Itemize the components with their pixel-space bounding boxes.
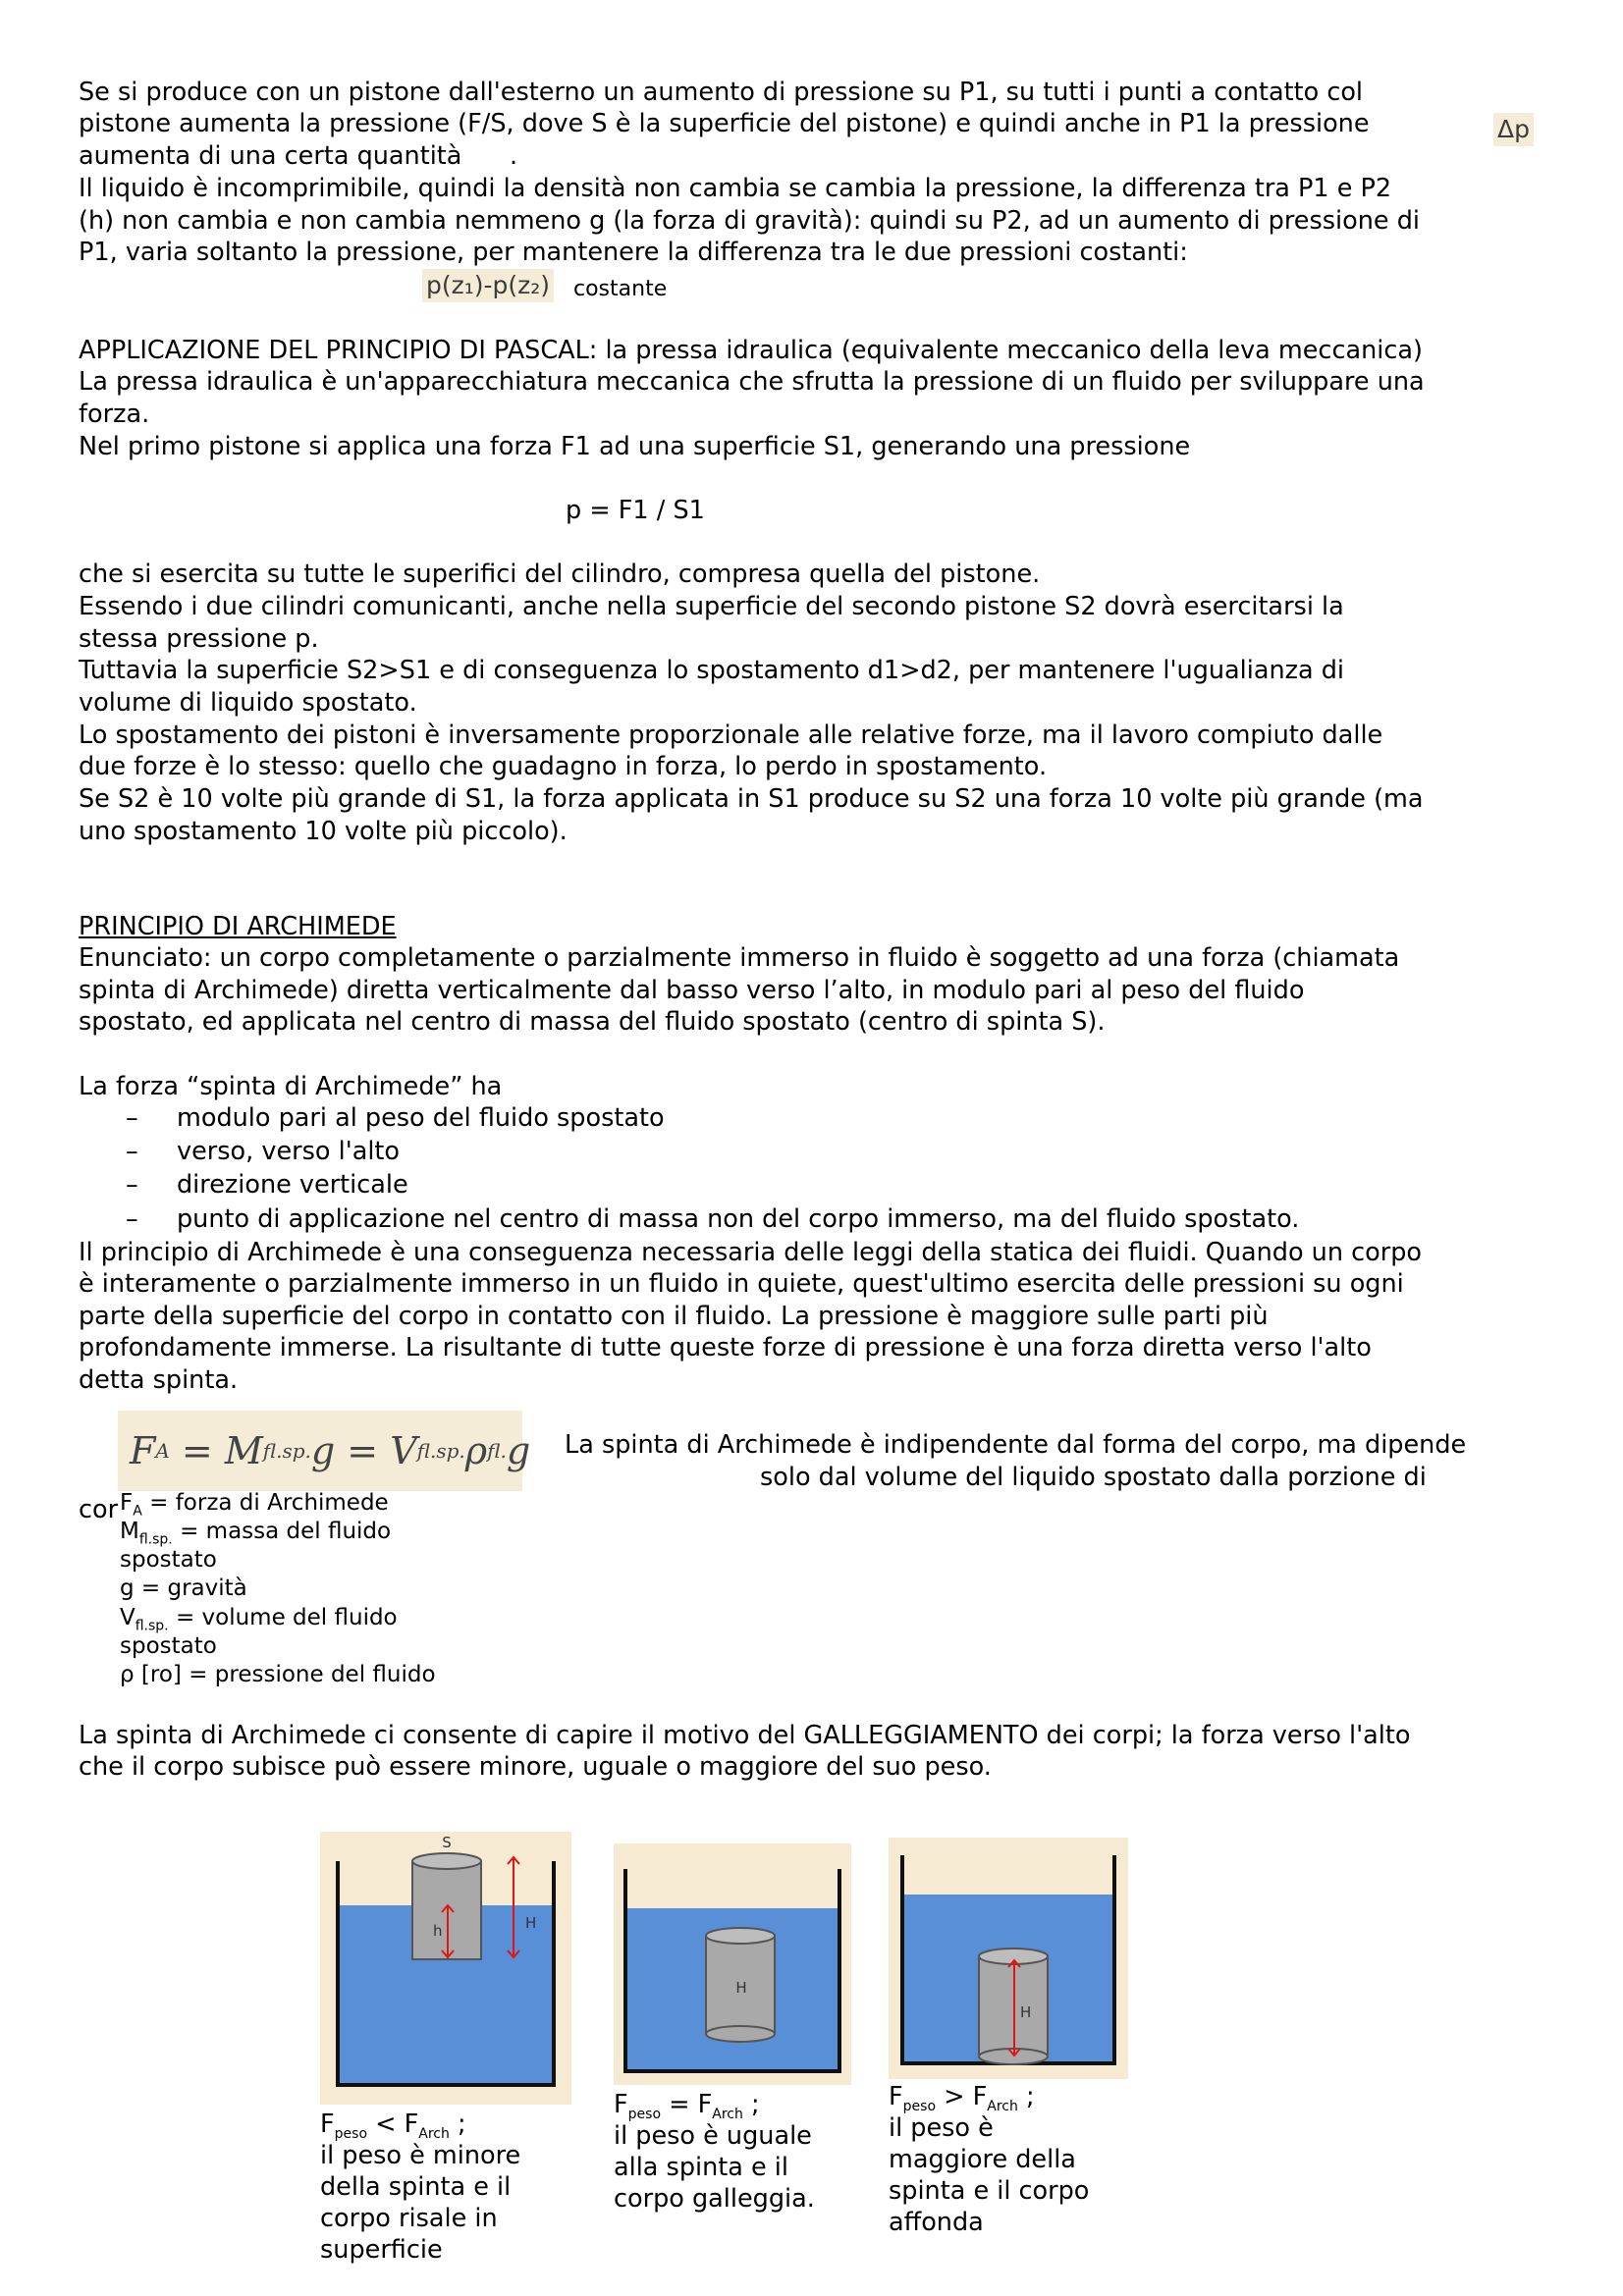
caption-line: il peso è [889, 2113, 994, 2143]
text-line: Il liquido è incomprimibile, quindi la densità non cambia se cambia la pressione, la differenza tra P1 e P2 [79, 174, 1392, 203]
legend-m-cont: spostato [120, 1547, 217, 1573]
caption-line: corpo galleggia. [614, 2184, 815, 2214]
caption-line: affonda [889, 2208, 984, 2237]
caption-line: corpo risale in [320, 2204, 498, 2233]
caption-line: spinta e il corpo [889, 2176, 1090, 2206]
cylinder-top [412, 1853, 481, 1869]
cylinder-top [706, 1928, 775, 1944]
caption-line: alla spinta e il [614, 2153, 788, 2182]
h-label: h [433, 1922, 443, 1940]
text-line: due forze è lo stesso: quello che guadagno in forza, lo perdo in spostamento. [79, 752, 1048, 781]
text-line: La forza “spinta di Archimede” ha [79, 1072, 503, 1101]
text-line: La spinta di Archimede ci consente di capire il motivo del GALLEGGIAMENTO dei corpi; la forza verso l'alto [79, 1721, 1411, 1750]
bullet-dash: – [126, 1204, 138, 1234]
caption-line: della spinta e il [320, 2172, 512, 2202]
text-line: Se S2 è 10 volte più grande di S1, la forza applicata in S1 produce su S2 una forza 10 volte più grande (ma [79, 784, 1424, 814]
caption-3-formula: $F_{peso} > F_{Arch}$ ; [889, 2082, 1035, 2115]
legend-rho: ρ [ro] = pressione del fluido [120, 1662, 436, 1687]
delta-p-formula: Δp [1493, 113, 1534, 146]
text-line: forza. [79, 400, 150, 429]
legend-g: g = gravità [120, 1575, 247, 1601]
list-item: punto di applicazione nel centro di massa non del corpo immerso, ma del fluido spostato. [177, 1204, 1300, 1234]
text-line: che il corpo subisce può essere minore, uguale o maggiore del suo peso. [79, 1752, 992, 1782]
caption-line: il peso è minore [320, 2141, 521, 2170]
text-line: stessa pressione p. [79, 624, 319, 654]
caption-line: maggiore della [889, 2145, 1076, 2174]
legend-fa: $F_A$ = forza di Archimede [120, 1490, 389, 1520]
text-line: solo dal volume del liquido spostato dalla porzione di [760, 1463, 1427, 1492]
archimede-formula: F A = M fl.sp. g = V fl.sp. ρ fl. g [118, 1411, 522, 1491]
caption-line: superficie [320, 2235, 443, 2265]
section-title: PRINCIPIO DI ARCHIMEDE [79, 912, 397, 941]
text-line: P1, varia soltanto la pressione, per mantenere la differenza tra le due pressioni costanti: [79, 238, 1188, 267]
caption-line: il peso è uguale [614, 2121, 812, 2151]
text-line: Se si produce con un pistone dall'esterno un aumento di pressione su P1, su tutti i punti a contatto col [79, 78, 1364, 107]
text-line: Nel primo pistone si applica una forza F1 ad una superficie S1, generando una pressione [79, 432, 1191, 461]
text-line: pistone aumenta la pressione (F/S, dove S è la superficie del pistone) e quindi anche in P1 la pressione [79, 109, 1370, 138]
s-label: S [442, 1834, 452, 1851]
legend-v: $V_{fl.sp.}$ = volume del fluido [120, 1605, 398, 1634]
list-item: verso, verso l'alto [177, 1137, 401, 1166]
bullet-dash: – [126, 1170, 138, 1200]
text-line: spostato, ed applicata nel centro di massa del fluido spostato (centro di spinta S). [79, 1007, 1106, 1037]
text-line: Lo spostamento dei pistoni è inversamente proporzionale alle relative forze, ma il lavoro compiuto dalle [79, 721, 1383, 750]
text-line: volume di liquido spostato. [79, 688, 417, 718]
figure-sinking [889, 1838, 1128, 2079]
text-line: detta spinta. [79, 1365, 239, 1395]
bullet-dash: – [126, 1137, 138, 1166]
caption-2-formula: $F_{peso} = F_{Arch}$ ; [614, 2090, 760, 2123]
text-line: (h) non cambia e non cambia nemmeno g (la forza di gravità): quindi su P2, ad un aumento di pressione di [79, 206, 1420, 236]
text-line: La spinta di Archimede è indipendente dal forma del corpo, ma dipende [565, 1430, 1467, 1460]
text-line: spinta di Archimede) diretta verticalmente dal basso verso l’alto, in modulo pari al peso del fluido [79, 976, 1305, 1005]
text-line: Essendo i due cilindri comunicanti, anche nella superficie del secondo pistone S2 dovrà esercitarsi la [79, 592, 1344, 621]
text-line: che si esercita su tutte le superifici del cilindro, compresa quella del pistone. [79, 560, 1041, 589]
text-line: La pressa idraulica è un'apparecchiatura meccanica che sfrutta la pressione di un fluido per sviluppare una [79, 367, 1425, 397]
section-heading: APPLICAZIONE DEL PRINCIPIO DI PASCAL: la pressa idraulica (equivalente meccanico della leva meccanica) [79, 336, 1423, 365]
pressure-difference-formula: p(z₁)-p(z₂) [422, 269, 554, 302]
text-line: cor [79, 1495, 119, 1524]
H-label: H [525, 1914, 537, 1932]
text-line: uno spostamento 10 volte più piccolo). [79, 817, 568, 846]
text-line: Il principio di Archimede è una conseguenza necessaria delle leggi della statica dei fluidi. Quando un corpo [79, 1238, 1422, 1267]
H-label: H [1020, 2003, 1032, 2021]
pressure-formula: p = F1 / S1 [566, 496, 705, 525]
cylinder-bottom [706, 2026, 775, 2042]
text-line: è interamente o parzialmente immerso in un fluido in quiete, quest'ultimo esercita delle pressioni su ogni [79, 1269, 1404, 1299]
figure-neutral [614, 1843, 851, 2085]
text-line: profondamente immerse. La risultante di tutte queste forze di pressione è una forza diretta verso l'alto [79, 1333, 1372, 1362]
constant-label: costante [573, 277, 668, 301]
text-line: Enunciato: un corpo completamente o parzialmente immerso in fluido è soggetto ad una forza (chiamata [79, 943, 1400, 973]
legend-v-cont: spostato [120, 1633, 217, 1659]
caption-1-formula: $F_{peso} < F_{Arch}$ ; [320, 2109, 466, 2143]
text-line: Tuttavia la superficie S2>S1 e di conseguenza lo spostamento d1>d2, per mantenere l'ugualianza di [79, 656, 1345, 685]
list-item: modulo pari al peso del fluido spostato [177, 1103, 665, 1133]
text-line: aumenta di una certa quantità . [79, 141, 518, 171]
figure-floating [320, 1832, 571, 2105]
legend-m: $M_{fl.sp.}$ = massa del fluido [120, 1519, 392, 1548]
bullet-dash: – [126, 1103, 138, 1133]
list-item: direzione verticale [177, 1170, 408, 1200]
H-label: H [735, 1979, 747, 1997]
text-line: parte della superficie del corpo in contatto con il fluido. La pressione è maggiore sulle parti più [79, 1302, 1269, 1331]
